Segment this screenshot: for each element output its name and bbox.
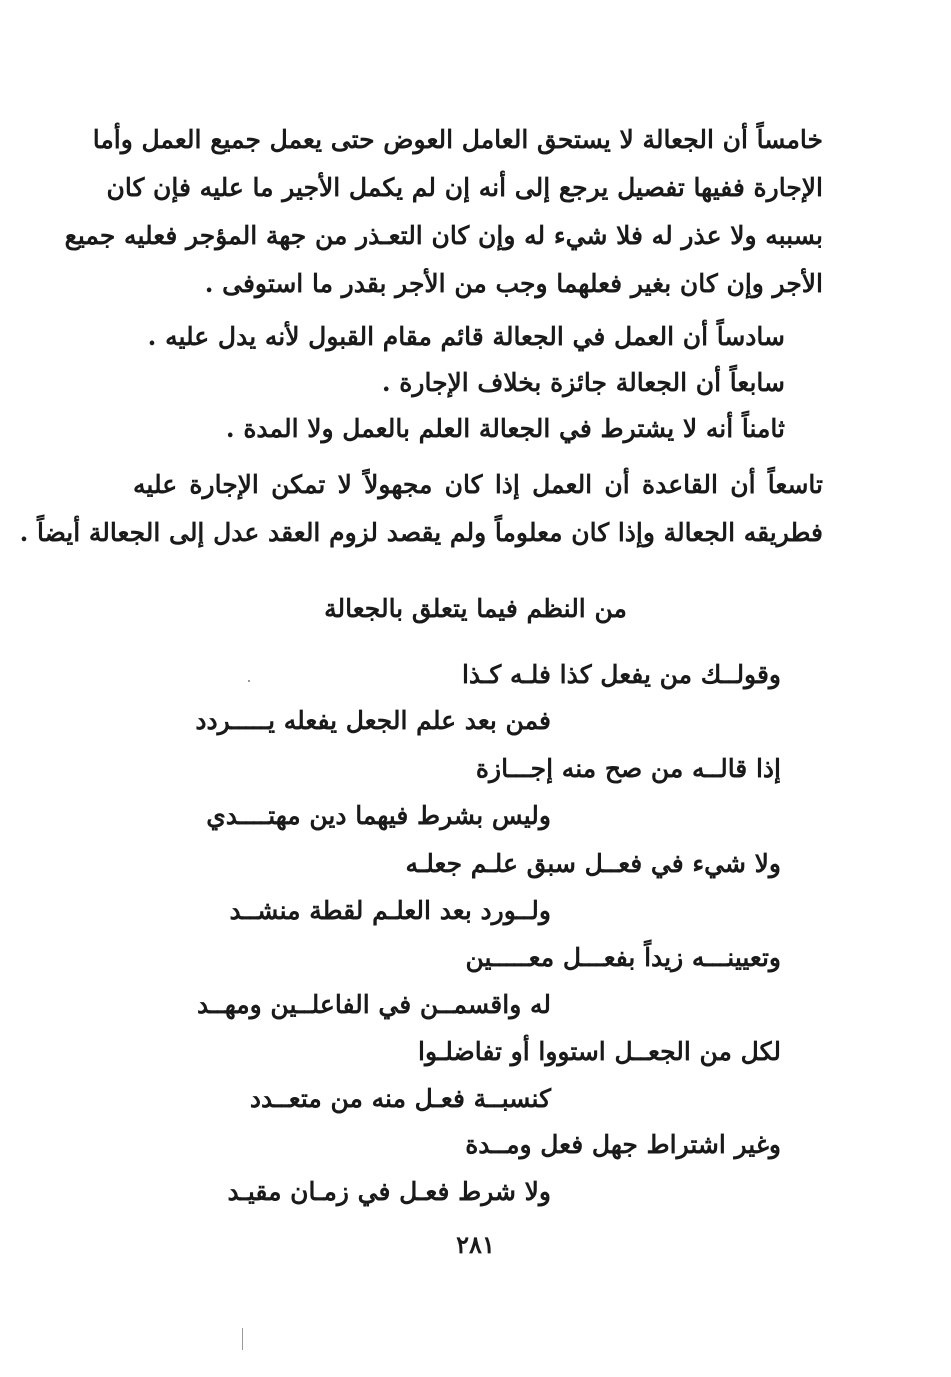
verse-second-hemistich: له واقسمــن في الفاعلــين ومهــد (196, 990, 551, 1019)
text-line: تاسعاً أن القاعدة أن العمل إذا كان مجهولاً لا تمكن الإجارة عليه (133, 470, 823, 499)
verse-second-hemistich: كنسبــة فعـل منه من متعــدد (249, 1084, 551, 1113)
verse-second-hemistich: فمن بعد علم الجعل يفعله يـــــردد (195, 706, 551, 735)
text-line: خامساً أن الجعالة لا يستحق العامل العوض حتى يعمل جميع العمل وأما (92, 125, 823, 154)
text-line: الأجر وإن كان بغير فعلهما وجب من الأجر بقدر ما استوفى . (204, 269, 823, 298)
verse-first-hemistich: وتعيينـــه زيداً بفعـــل معـــــين (465, 943, 781, 972)
verse-first-hemistich: لكل من الجعــل استووا أو تفاضلـوا (418, 1037, 781, 1066)
text-line: بسببه ولا عذر له فلا شيء له وإن كان التعـذر من جهة المؤجر فعليه جميع (64, 221, 823, 250)
verse-first-hemistich: إذا قالــه من صح منه إجـــازة (475, 754, 781, 783)
text-line: فطريقه الجعالة وإذا كان معلوماً ولم يقصد لزوم العقد عدل إلى الجعالة أيضاً . (19, 518, 823, 547)
scan-speck (242, 1328, 243, 1350)
point-sixth: سادساً أن العمل في الجعالة قائم مقام القبول لأنه يدل عليه . (147, 322, 785, 351)
page-number: ٢٨١ (456, 1230, 495, 1259)
point-eighth: ثامناً أنه لا يشترط في الجعالة العلم بالعمل ولا المدة . (225, 414, 785, 443)
verse-first-hemistich: ولا شيء في فعــل سبق علـم جعلـه (405, 849, 781, 878)
text-line: الإجارة ففيها تفصيل يرجع إلى أنه إن لم يكمل الأجير ما عليه فإن كان (106, 173, 823, 202)
verse-second-hemistich: ولا شرط فعـل في زمـان مقيـد (227, 1177, 551, 1206)
verse-first-hemistich: وغير اشتراط جهل فعل ومــدة (465, 1130, 781, 1159)
point-seventh: سابعاً أن الجعالة جائزة بخلاف الإجارة . (381, 368, 785, 397)
verse-first-hemistich: وقولــك من يفعل كذا فلـه كـذا (461, 660, 781, 689)
scan-speck (248, 680, 250, 682)
section-heading: من النظم فيما يتعلق بالجعالة (324, 594, 627, 623)
verse-second-hemistich: ولــورد بعد العلـم لقطة منشــد (229, 896, 551, 925)
verse-second-hemistich: وليس بشرط فيهما دين مهتــــدي (206, 801, 551, 830)
